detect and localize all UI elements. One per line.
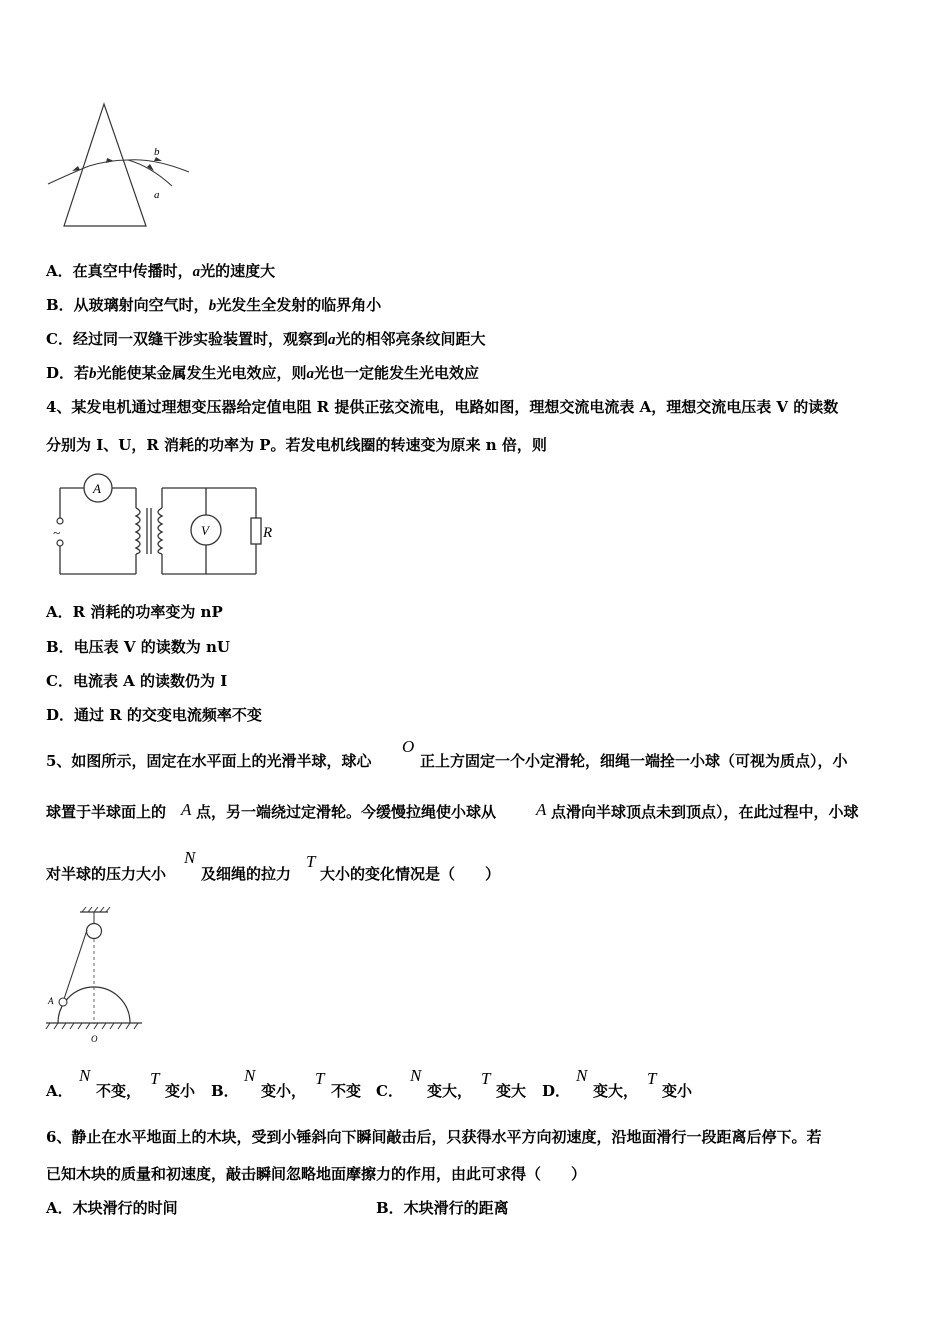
label-a: a	[154, 189, 160, 201]
q5-option-d-t2: 变小	[662, 1082, 693, 1100]
q5-option-c-t2: 变大	[496, 1082, 527, 1100]
q5-option-b-label: B．	[211, 1082, 239, 1100]
label-O: O	[91, 1034, 98, 1044]
q3-option-c: C．经过同一双缝干涉实验装置时，观察到a光的相邻亮条纹间距大	[46, 330, 486, 348]
q5-option-d-t1: 变大，	[593, 1082, 639, 1100]
q4-option-a: A．R 消耗的功率变为 nP	[46, 603, 223, 621]
arrow-2	[106, 158, 114, 163]
ground-hatch	[46, 1023, 138, 1029]
ball	[59, 998, 67, 1006]
label-b: b	[154, 146, 160, 158]
q5-stem-line1-b: 正上方固定一个小定滑轮，细绳一端拴一小球（可视为质点），小	[420, 752, 848, 770]
q5-option-b-n: N	[244, 1066, 256, 1085]
q5-option-a-label: A．	[46, 1082, 73, 1100]
q6-stem-line1: 6、静止在水平地面上的木块，受到小锤斜向下瞬间敲击后，只获得水平方向初速度，沿地面滑行一段距离后停下。若	[46, 1128, 822, 1146]
q5-var-n: N	[184, 848, 196, 867]
source-terminal-bottom	[57, 540, 63, 546]
resistor-label: R	[263, 525, 273, 541]
q4-option-d: D．通过 R 的交变电流频率不变	[46, 706, 262, 724]
source-symbol: ~	[53, 525, 61, 540]
q5-option-b-t1: 变小，	[261, 1082, 307, 1100]
q3-option-b: B．从玻璃射向空气时，b光发生全发射的临界角小	[46, 296, 382, 314]
q5-option-b-t: T	[315, 1069, 325, 1088]
q4-stem-line2: 分别为 I、U，R 消耗的功率为 P。若发电机线圈的转速变为原来 n 倍，则	[46, 436, 547, 454]
q6-option-b: B．木块滑行的距离	[376, 1199, 509, 1217]
q5-stem-line3-c: 大小的变化情况是（ ）	[320, 865, 501, 883]
q5-option-c-n: N	[410, 1066, 422, 1085]
q5-option-d-label: D．	[542, 1082, 571, 1100]
circuit-figure	[48, 474, 280, 582]
source-terminal-top	[57, 518, 63, 524]
q5-option-a-t1: 不变，	[96, 1082, 142, 1100]
prism-triangle	[64, 104, 146, 226]
q3-option-d: D．若b光能使某金属发生光电效应，则a光也一定能发生光电效应	[46, 364, 480, 382]
resistor	[251, 518, 261, 544]
ray-b	[128, 160, 189, 172]
q5-stem-line3-b: 及细绳的拉力	[201, 865, 292, 883]
q5-var-a2: A	[536, 800, 547, 819]
q5-var-t: T	[306, 852, 316, 871]
q5-stem-line2-a: 球置于半球面上的	[46, 803, 167, 821]
q4-option-c: C．电流表 A 的读数仍为 I	[46, 672, 228, 690]
q5-option-a-t2: 变小	[165, 1082, 196, 1100]
ammeter-label: A	[93, 481, 101, 496]
q5-option-c-t1: 变大，	[427, 1082, 473, 1100]
q5-option-d-n: N	[576, 1066, 588, 1085]
q5-option-a-t: T	[150, 1069, 160, 1088]
q5-option-c-label: C．	[376, 1082, 403, 1100]
q5-option-c-t: T	[481, 1069, 491, 1088]
q4-option-b: B．电压表 V 的读数为 nU	[46, 638, 230, 656]
q4-stem-line1: 4、某发电机通过理想变压器给定值电阻 R 提供正弦交流电，电路如图，理想交流电流表 A，理想交流电压表 V 的读数	[46, 398, 839, 416]
q5-option-b-t2: 不变	[331, 1082, 362, 1100]
q5-stem-line1-a: 5、如图所示，固定在水平面上的光滑半球，球心	[46, 752, 372, 770]
q6-option-a: A．木块滑行的时间	[46, 1199, 178, 1217]
q5-var-o: O	[402, 737, 415, 756]
ray-incident	[48, 166, 89, 184]
primary-coil	[136, 508, 140, 554]
voltmeter-label: V	[201, 523, 209, 538]
q5-var-a: A	[181, 800, 192, 819]
secondary-coil	[158, 508, 162, 554]
hemisphere-figure	[44, 906, 148, 1048]
q5-stem-line3-a: 对半球的压力大小	[46, 865, 167, 883]
pulley	[87, 924, 102, 939]
q6-stem-line2: 已知木块的质量和初速度，敲击瞬间忽略地面摩擦力的作用，由此可求得（ ）	[46, 1165, 587, 1183]
q5-option-a-n: N	[79, 1066, 91, 1085]
q5-stem-line2-b: 点，另一端绕过定滑轮。今缓慢拉绳使小球从	[196, 803, 497, 821]
q5-option-d-t: T	[647, 1069, 657, 1088]
q3-option-a: A．在真空中传播时，a光的速度大	[46, 262, 276, 280]
q5-stem-line2-c: 点滑向半球顶点未到顶点），在此过程中，小球	[551, 803, 859, 821]
prism-figure	[44, 100, 194, 232]
label-A: A	[48, 996, 54, 1006]
